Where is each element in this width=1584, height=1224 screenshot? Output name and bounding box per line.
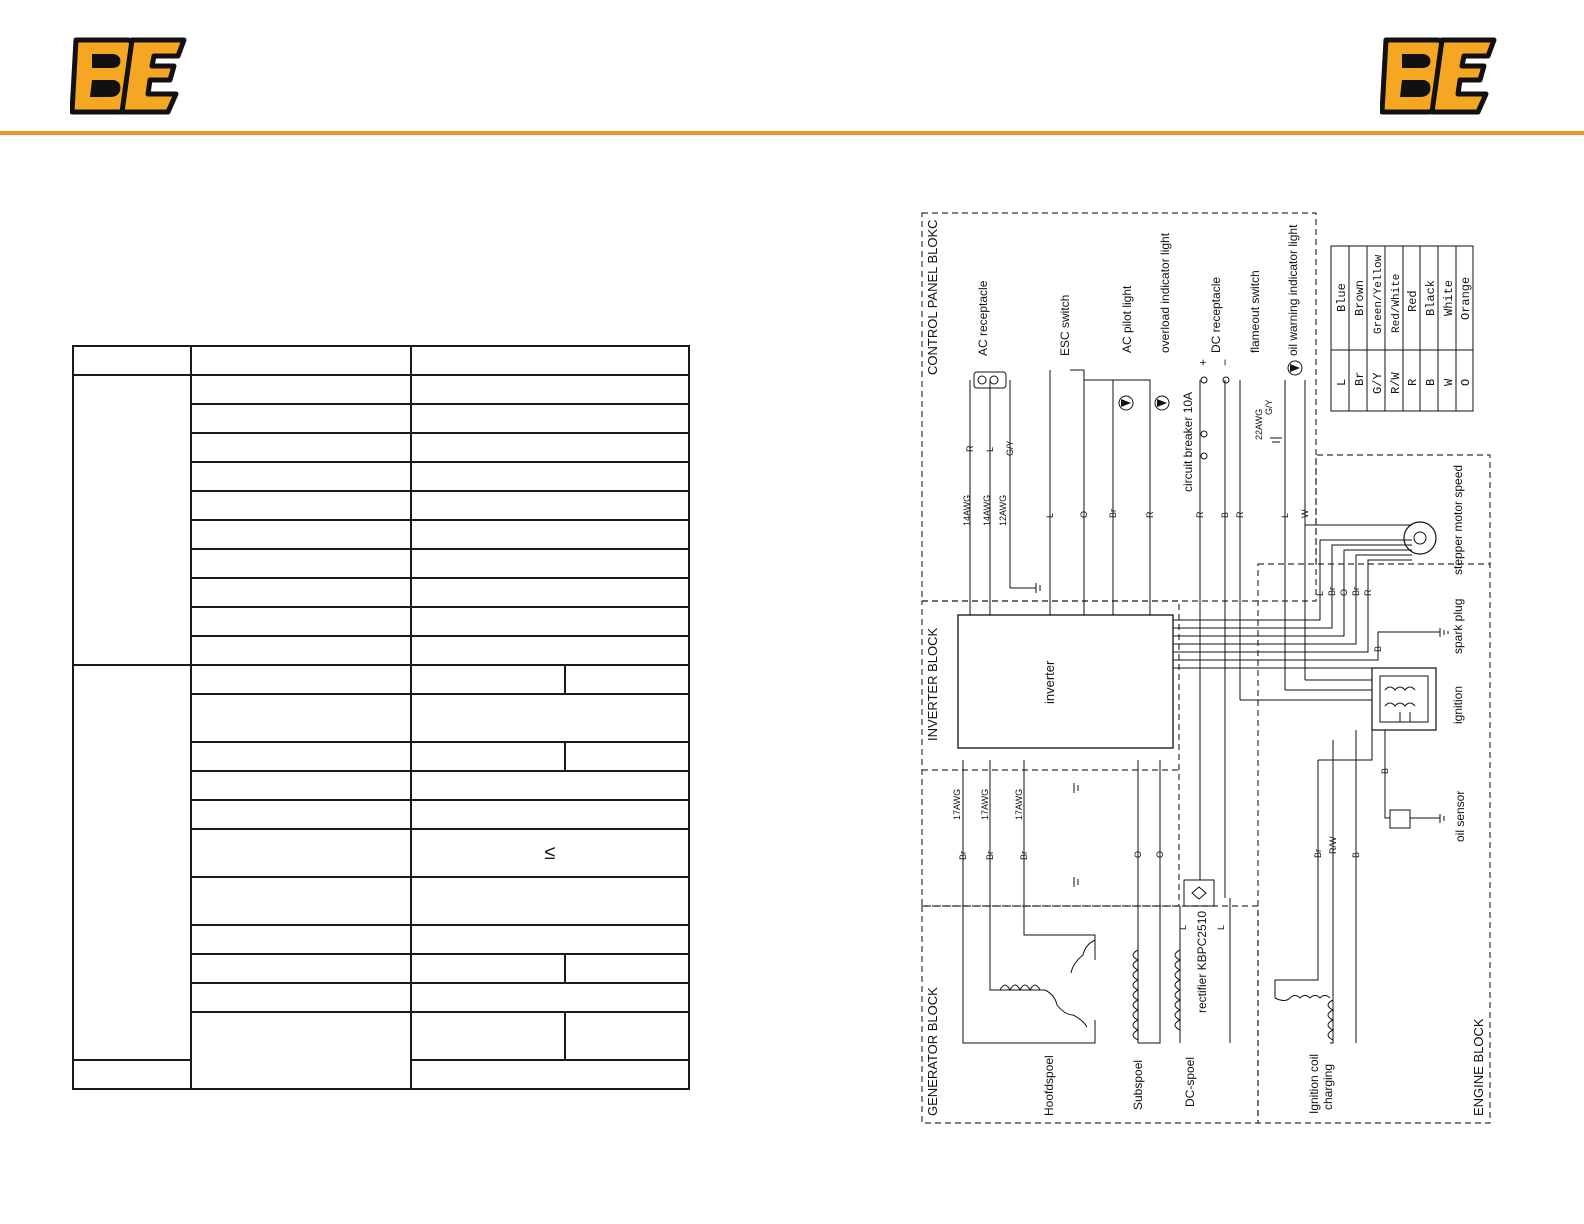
wire-label: Br <box>1327 587 1337 596</box>
wire-label: B <box>1373 645 1383 652</box>
legend-code: W <box>1442 378 1456 386</box>
legend-code: R/W <box>1389 372 1403 394</box>
label-circuit-breaker: circuit breaker 10A <box>1181 391 1195 492</box>
wire-label: R <box>965 445 975 452</box>
wire-label: 22AWG <box>1254 408 1264 440</box>
wire-label: O <box>1133 850 1143 858</box>
legend-color: White <box>1442 279 1456 316</box>
wire-label: 14AWG <box>982 494 992 526</box>
legend-color: Red/White <box>1391 273 1403 333</box>
wire-label: O <box>1155 850 1165 858</box>
wire-label: L <box>1178 924 1188 930</box>
label-ignition: ignition <box>1451 685 1465 724</box>
legend-code: L <box>1335 378 1349 386</box>
wire-label: O <box>1079 510 1089 518</box>
wire-label: R <box>1363 589 1373 596</box>
legend-color: Blue <box>1335 283 1349 312</box>
wire-label: W <box>1300 509 1310 518</box>
label-charging: charging <box>1321 1063 1335 1110</box>
wire-label: R <box>1145 511 1155 518</box>
wire-label: Br <box>1019 851 1029 860</box>
legend-color: Orange <box>1459 276 1473 320</box>
wire-label: 12AWG <box>998 494 1008 526</box>
label-dc-spoel: DC-spoel <box>1183 1056 1197 1107</box>
label-ac-receptacle: AC receptacle <box>976 280 990 356</box>
wire-label: R/W <box>1328 836 1338 854</box>
color-legend <box>1331 246 1473 411</box>
wire-label: + <box>1196 358 1210 366</box>
wire-label: Br <box>1313 849 1323 858</box>
label-ac-pilot-light: AC pilot light <box>1120 285 1134 353</box>
wire-label: L <box>1216 924 1226 930</box>
wire-label: B <box>1380 767 1390 774</box>
block-title-engine: ENGINE BLOCK <box>1471 1018 1486 1116</box>
label-esc-switch: ESC switch <box>1058 294 1072 356</box>
legend-code: R <box>1406 378 1420 386</box>
wire-label: G/Y <box>1264 399 1274 415</box>
block-title-generator: GENERATOR BLOCK <box>925 987 940 1116</box>
wire-label: 17AWG <box>980 788 990 820</box>
label-oil-sensor: oil sensor <box>1453 790 1467 842</box>
block-title-inverter: INVERTER BLOCK <box>925 627 940 741</box>
wire-label: B <box>1220 511 1230 518</box>
legend-code: B <box>1424 378 1438 386</box>
wire-label: L <box>985 446 995 452</box>
label-ignition-coil: Ignition coil <box>1307 1053 1321 1114</box>
label-stepper-motor: stepper motor speed <box>1451 464 1465 575</box>
legend-color: Black <box>1424 279 1438 316</box>
wire-label: Br <box>958 851 968 860</box>
less-equal-symbol: ≤ <box>544 841 556 864</box>
wire-label: Br <box>1108 509 1118 518</box>
label-overload-indicator: overload indicator light <box>1158 232 1172 353</box>
wire-label: O <box>1339 588 1349 596</box>
wire-label: 17AWG <box>952 788 962 820</box>
label-oil-warning: oil warning indicator light <box>1286 224 1300 356</box>
label-subspoel: Subspoel <box>1131 1059 1145 1110</box>
wire-label: 14AWG <box>962 494 972 526</box>
wire-label: R <box>1195 511 1205 518</box>
legend-color: Red <box>1406 290 1420 312</box>
wire-label: Br <box>985 851 995 860</box>
wire-label: R <box>1235 511 1245 518</box>
legend-color: Green/Yellow <box>1373 254 1385 334</box>
wire-label: − <box>1218 358 1232 366</box>
inverter-box <box>958 615 1173 748</box>
wire-label: L <box>1045 512 1055 518</box>
wire-label: Br <box>1351 587 1361 596</box>
label-flameout-switch: flameout switch <box>1248 270 1262 353</box>
legend-color: Brown <box>1353 279 1367 316</box>
wire-label: L <box>1280 512 1290 518</box>
inverter-label: inverter <box>1042 660 1057 704</box>
label-dc-receptacle: DC receptacle <box>1209 276 1223 353</box>
wire-label: 17AWG <box>1014 788 1024 820</box>
legend-code: G/Y <box>1371 372 1385 394</box>
label-rectifier: rectifier KBPC2510 <box>1195 910 1209 1013</box>
block-title-control-panel: CONTROL PANEL BLOKC <box>925 219 940 375</box>
wire-label: L <box>1315 590 1325 596</box>
legend-code: Br <box>1353 371 1367 386</box>
legend-code: O <box>1459 378 1473 386</box>
label-spark-plug: spark plug <box>1451 598 1465 654</box>
label-hoofdspoel: Hoofdspoel <box>1042 1055 1056 1116</box>
wire-label: G/Y <box>1005 440 1015 456</box>
wire-label: B <box>1351 851 1361 858</box>
